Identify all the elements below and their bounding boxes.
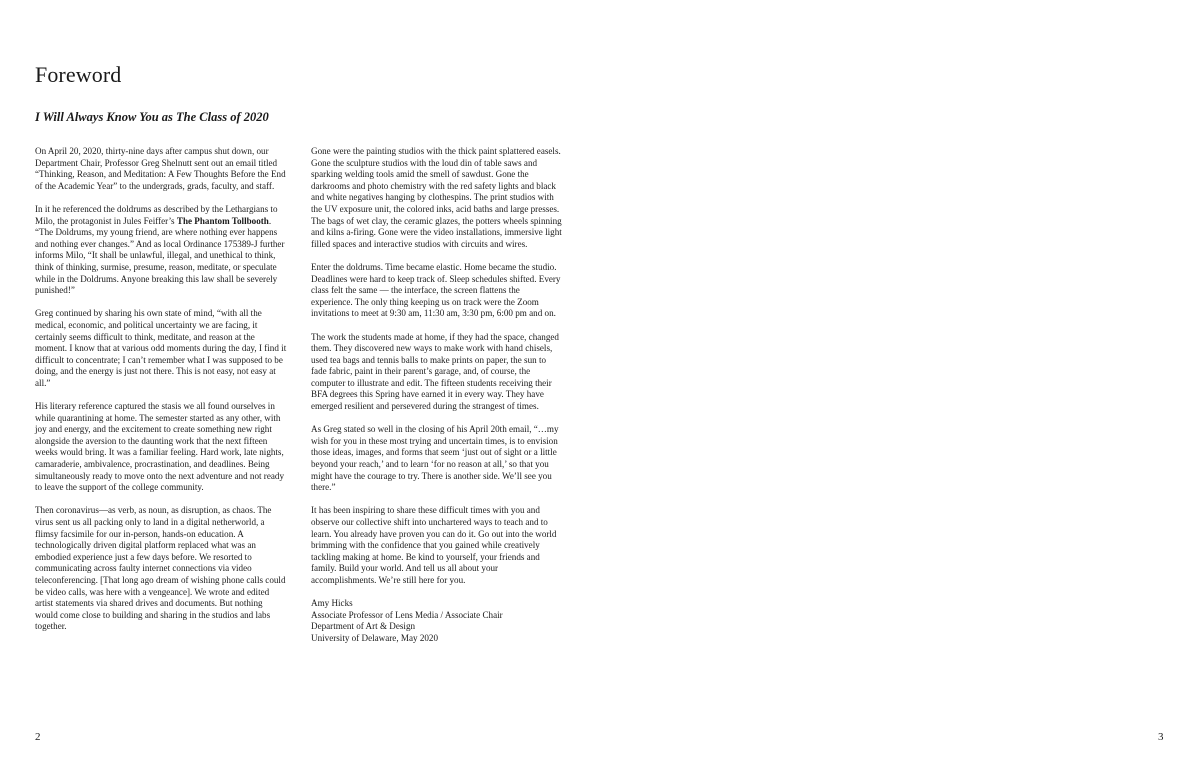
- paragraph: Greg continued by sharing his own state of mind, “with all the medical, economic, and political uncertainty we are facing, it certainly seems difficult to think, meditate, and reason at the moment. I know that at various odd moments during the day, I find it difficult to concentrate; I can’t remember what I was supposed to be doing, and the energy is just not there. This is not easy, not easy at all.”: [35, 308, 287, 388]
- paragraph: It has been inspiring to share these difficult times with you and observe our collective shift into unchartered ways to teach and to learn. You already have proven you can do it. Go out into the world brimming with the confidence that you gained while creatively tackling making at home. Be kind to yourself, your friends and family. Build your world. And tell us all about your accomplishments. We’re still here for you.: [311, 505, 557, 585]
- page-number-left: 2: [35, 731, 41, 743]
- text-column-1: [35, 146, 287, 645]
- signature-place-date: University of Delaware, May 2020: [311, 632, 439, 643]
- paragraph: Gone were the painting studios with the thick paint splattered easels. Gone the sculpture studios with the loud din of table saws and sparking welding tools amid the smell of sawdust. Gone the darkrooms and photo chemistry with the red safety lights and black and white negatives hanging by clothespins. The print studios with the UV exposure unit, the colored inks, acid baths and large presses. The bags of wet clay, the ceramic glazes, the potters wheels spinning and kilns a-firing. Gone were the video installations, immersive light filled spaces and interactive studios with circuits and wires.: [311, 146, 562, 249]
- paragraph: His literary reference captured the stasis we all found ourselves in while quarantining at home. The semester started as any other, with joy and energy, and the excitement to create something new right alongside the aversion to the daunting work that the next fifteen weeks would bring. It was a familiar feeling. Hard work, late nights, camaraderie, ambivalence, procrastination, and deadlines. Being simultaneously ready to move onto the next adventure and not ready to leave the support of the college community.: [35, 401, 284, 493]
- book-title: The Phantom Tollbooth: [176, 215, 269, 226]
- paragraph: Enter the doldrums. Time became elastic. Home became the studio. Deadlines were hard to keep track of. Sleep schedules shifted. Every class felt the same — the interface, the screen flattens the experience. The only thing keeping us on track were the Zoom invitations to meet at 9:30 am, 11:30 am, 3:30 pm, 6:00 pm and on.: [311, 261, 561, 319]
- right-page: [600, 0, 1200, 776]
- text-column-2: [311, 146, 563, 645]
- page-title: Foreword: [35, 62, 122, 87]
- paragraph: As Greg stated so well in the closing of his April 20th email, “…my wish for you in these most trying and uncertain times, is to envision those ideas, images, and forms that seem ‘just out of sight or a little beyond your reach,’ and to learn ‘for no reason at all,’ so that you might have the courage to try. There is another side. We’ll see you there.”: [311, 424, 559, 493]
- signature-name: Amy Hicks: [311, 598, 353, 609]
- paragraph-text: . “The Doldrums, my young friend, are where nothing ever happens and nothing ever changes.” And as local Ordinance 175389-J further informs Milo, “It shall be unlawful, illegal, and unethical to think, think of thinking, surmise, presume, reason, meditate, or speculate while in the Doldrums. Anyone breaking this law shall be severely punished!”: [35, 215, 285, 296]
- foreword-subtitle: I Will Always Know You as The Class of 2020: [35, 110, 269, 124]
- signature-block: [311, 598, 563, 644]
- paragraph: [35, 204, 287, 297]
- paragraph: On April 20, 2020, thirty-nine days after campus shut down, our Department Chair, Professor Greg Shelnutt sent out an email titled “Thinking, Reason, and Meditation: A Few Thoughts Before the End of the Academic Year” to the undergrads, grads, faculty, and staff.: [35, 146, 286, 191]
- signature-title: Associate Professor of Lens Media / Associate Chair: [311, 609, 503, 620]
- paragraph: The work the students made at home, if they had the space, changed them. They discovered new ways to make work with hand chisels, used tea bags and tennis balls to make prints on paper, the sun to fade fabric, paint in their parent’s garage, and, of course, the computer to illustrate and edit. The fifteen students receiving their BFA degrees this Spring have earned it in every way. They have emerged resilient and persevered during the strangest of times.: [311, 331, 559, 412]
- paragraph-text: In it he referenced the doldrums as described by the Lethargians to Milo, the protagonist in Jules Feiffer’s: [35, 203, 278, 226]
- signature-department: Department of Art & Design: [311, 621, 416, 632]
- page-number-right: 3: [1158, 731, 1164, 743]
- paragraph: Then coronavirus—as verb, as noun, as disruption, as chaos. The virus sent us all packing only to land in a digital netherworld, a flimsy facsimile for our in-person, hands-on education. A technologically driven digital platform replaced what was an embodied experience just a few days before. We resorted to communicating across faulty internet connections via video teleconferencing. [That long ago dream of wishing phone calls could be video calls, was here with a vengeance]. We wrote and edited artist statements via shared drives and documents. But nothing would come close to building and sharing in the studios and labs together.: [35, 505, 286, 632]
